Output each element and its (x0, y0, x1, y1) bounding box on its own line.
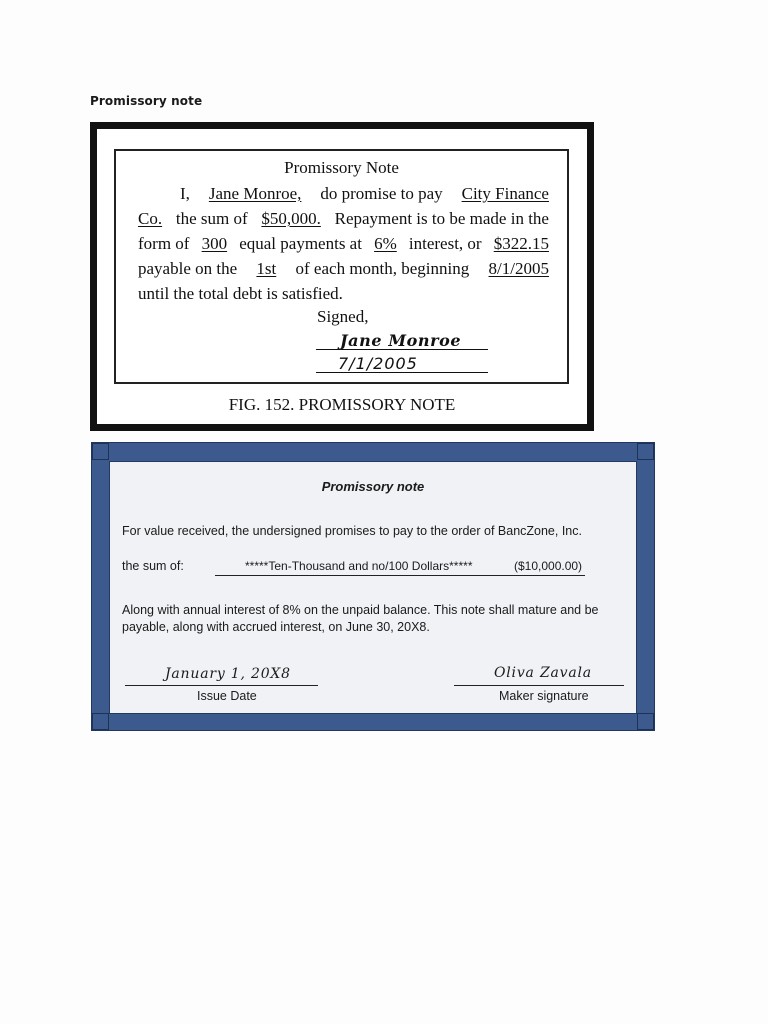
maker-signature-label: Maker signature (499, 689, 589, 703)
payment-count: 300 (201, 234, 228, 253)
start-date: 8/1/2005 (488, 259, 549, 278)
note1-line4-mid: of each month, beginning (295, 259, 470, 278)
note1-line4-pre: payable on the (138, 259, 238, 278)
note2-intro: For value received, the undersigned promises to pay to the order of BancZone, Inc. (122, 524, 582, 538)
issue-date-line (125, 685, 318, 686)
borrower-signature: Jane Monroe (340, 331, 462, 350)
issue-date-value: January 1, 20X8 (165, 666, 291, 682)
borrower-name: Jane Monroe, (208, 184, 302, 203)
signature-date: 7/1/2005 (338, 354, 418, 373)
payment-day: 1st (256, 259, 277, 278)
frame-corner (637, 443, 654, 460)
issue-date-label: Issue Date (197, 689, 257, 703)
sum-label: the sum of: (122, 559, 184, 573)
frame-corner (92, 713, 109, 730)
maker-signature-line (454, 685, 624, 686)
promissory-note-form (91, 442, 655, 731)
note1-line-3 (138, 234, 549, 254)
note1-bordered-box (114, 149, 569, 384)
note2-content (109, 461, 637, 714)
promissory-note-figure (90, 122, 594, 431)
sum-line (215, 575, 585, 576)
note1-line2-post: Repayment is to be made in the (334, 209, 549, 228)
note1-line-2 (138, 209, 549, 229)
interest-rate: 6% (374, 234, 397, 253)
payee-name: City Finance (461, 184, 549, 203)
note1-line-1 (138, 184, 549, 204)
note2-title: Promissory note (321, 479, 425, 494)
page-heading: Promissory note (90, 94, 203, 108)
signature-line (316, 349, 488, 350)
note1-line-4 (138, 259, 549, 279)
sum-in-words: *****Ten-Thousand and no/100 Dollars***** (245, 559, 473, 573)
frame-corner (92, 443, 109, 460)
figure-caption: FIG. 152. PROMISSORY NOTE (228, 395, 456, 414)
principal-amount: $50,000. (261, 209, 321, 228)
payee-name-cont: Co. (138, 209, 163, 228)
note1-line3-pre: form of (138, 234, 190, 253)
note1-line3-mid2: interest, or (408, 234, 482, 253)
maker-signature-value: Oliva Zavala (494, 665, 592, 681)
note1-line3-mid: equal payments at (239, 234, 362, 253)
note1-line2-pre: the sum of (175, 209, 248, 228)
note1-title: Promissory Note (284, 158, 399, 177)
note1-line1-mid: do promise to pay (320, 184, 443, 203)
date-line (316, 372, 488, 373)
sum-amount: ($10,000.00) (514, 559, 583, 573)
frame-corner (637, 713, 654, 730)
note1-line-5: until the total debt is satisfied. (138, 284, 343, 303)
note1-line1-pre: I, (180, 184, 190, 203)
note2-terms-paragraph: Along with annual interest of 8% on the unpaid balance. This note shall mature and be payable, along with accrued interest, on June 30, 20X8. (122, 603, 599, 634)
signed-label: Signed, (317, 307, 369, 326)
payment-amount: $322.15 (493, 234, 549, 253)
